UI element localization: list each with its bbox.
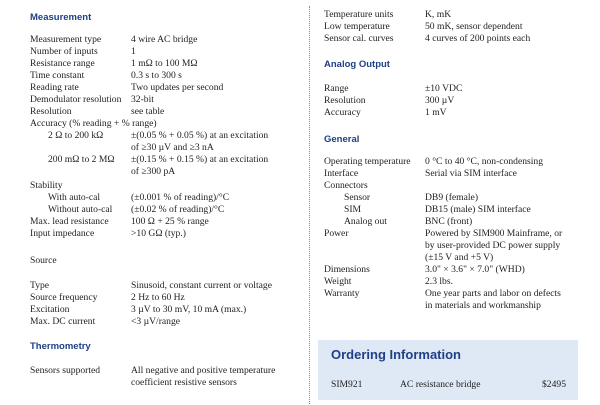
spec-value: Sinusoid, constant current or voltage: [131, 280, 272, 291]
spec-value: DB15 (male) SIM interface: [425, 204, 531, 215]
spec-value: (±0.001 % of reading)/°C: [131, 192, 230, 203]
spec-label: Connectors: [324, 180, 368, 191]
spec-value: 2 Hz to 60 Hz: [131, 292, 185, 303]
spec-label: Demodulator resolution: [30, 94, 122, 105]
spec-label: 200 mΩ to 2 MΩ: [48, 154, 115, 165]
order-model: SIM921: [331, 379, 363, 390]
spec-label: Max. DC current: [30, 316, 96, 327]
spec-value: Two updates per second: [131, 82, 224, 93]
spec-value: 3.0" × 3.6" × 7.0" (WHD): [425, 264, 525, 275]
spec-value: 0.3 s to 300 s: [131, 70, 182, 81]
spec-label: Interface: [324, 168, 359, 179]
spec-label: Temperature units: [324, 9, 394, 20]
spec-label: Dimensions: [324, 264, 370, 275]
spec-value: of ≥30 µV and ≥3 nA: [131, 142, 214, 153]
spec-label: SIM: [344, 204, 362, 215]
spec-label: Stability: [30, 180, 63, 191]
spec-label: Max. lead resistance: [30, 216, 109, 227]
spec-value: One year parts and labor on defects: [425, 288, 561, 299]
spec-value: 2.3 lbs.: [425, 276, 453, 287]
spec-label: Excitation: [30, 304, 70, 315]
spec-label: 2 Ω to 200 kΩ: [48, 130, 104, 141]
spec-label: Number of inputs: [30, 46, 98, 57]
spec-value: 100 Ω + 25 % range: [131, 216, 209, 227]
spec-value: 4 wire AC bridge: [131, 34, 198, 45]
spec-label: With auto-cal: [48, 192, 101, 203]
spec-label: Sensor cal. curves: [324, 33, 394, 44]
spec-value: in materials and workmanship: [425, 300, 541, 311]
spec-label: Power: [324, 228, 349, 239]
spec-value: 1 mΩ to 100 MΩ: [131, 58, 198, 69]
spec-value: 0 °C to 40 °C, non-condensing: [425, 156, 543, 167]
spec-value: All negative and positive temperature: [131, 365, 276, 376]
spec-value: ±(0.15 % + 0.15 %) at an excitation: [131, 154, 269, 165]
analog-output-heading: Analog Output: [324, 59, 390, 70]
order-price: $2495: [542, 379, 566, 390]
spec-value: (±15 V and +5 V): [425, 252, 494, 263]
spec-value: 1 mV: [425, 107, 447, 118]
general-heading: General: [324, 134, 360, 145]
spec-label: Input impedance: [30, 228, 95, 239]
spec-label: Type: [30, 280, 50, 291]
spec-label: Low temperature: [324, 21, 390, 32]
order-description: AC resistance bridge: [400, 379, 481, 390]
spec-value: 1: [131, 46, 136, 57]
spec-label: Time constant: [30, 70, 85, 81]
spec-value: ±10 VDC: [425, 83, 463, 94]
spec-label: Resistance range: [30, 58, 95, 69]
spec-value: 50 mK, sensor dependent: [425, 21, 523, 32]
spec-label: Reading rate: [30, 82, 79, 93]
spec-label: Accuracy: [324, 107, 361, 118]
ordering-information-box: [318, 340, 578, 400]
spec-label: Source frequency: [30, 292, 98, 303]
spec-label: Resolution: [30, 106, 72, 117]
spec-value: coefficient resistive sensors: [131, 377, 237, 388]
spec-label: Analog out: [344, 216, 387, 227]
spec-label: Sensor: [344, 192, 371, 203]
thermometry-heading: Thermometry: [30, 341, 91, 352]
spec-value: BNC (front): [425, 216, 473, 227]
spec-value: Powered by SIM900 Mainframe, or: [425, 228, 563, 239]
spec-value: 32-bit: [131, 94, 154, 105]
spec-value: (±0.02 % of reading)/°C: [131, 204, 225, 215]
spec-value: by user-provided DC power supply: [425, 240, 561, 251]
spec-value: 3 µV to 30 mV, 10 mA (max.): [131, 304, 247, 315]
spec-label: Accuracy (% reading + % range): [30, 118, 157, 129]
spec-label: Sensors supported: [30, 365, 101, 376]
measurement-heading: Measurement: [30, 12, 92, 23]
spec-value: >10 GΩ (typ.): [131, 228, 186, 239]
spec-value: K, mK: [425, 9, 452, 20]
spec-value: 4 curves of 200 points each: [425, 33, 531, 44]
spec-label: Operating temperature: [324, 156, 411, 167]
source-heading: Source: [30, 255, 57, 266]
column-divider: [309, 6, 310, 404]
spec-label: Measurement type: [30, 34, 102, 45]
spec-value: ±(0.05 % + 0.05 %) at an excitation: [131, 130, 269, 141]
spec-value: 300 µV: [425, 95, 455, 106]
spec-label: Weight: [324, 276, 352, 287]
spec-value: DB9 (female): [425, 192, 479, 203]
spec-value: Serial via SIM interface: [425, 168, 517, 179]
ordering-title: Ordering Information: [331, 347, 461, 362]
spec-value: <3 µV/range: [131, 316, 181, 327]
spec-value: of ≥300 pA: [131, 166, 176, 177]
spec-label: Resolution: [324, 95, 366, 106]
spec-value: see table: [131, 106, 165, 117]
spec-label: Without auto-cal: [48, 204, 113, 215]
spec-label: Warranty: [324, 288, 360, 299]
spec-label: Range: [324, 83, 349, 94]
